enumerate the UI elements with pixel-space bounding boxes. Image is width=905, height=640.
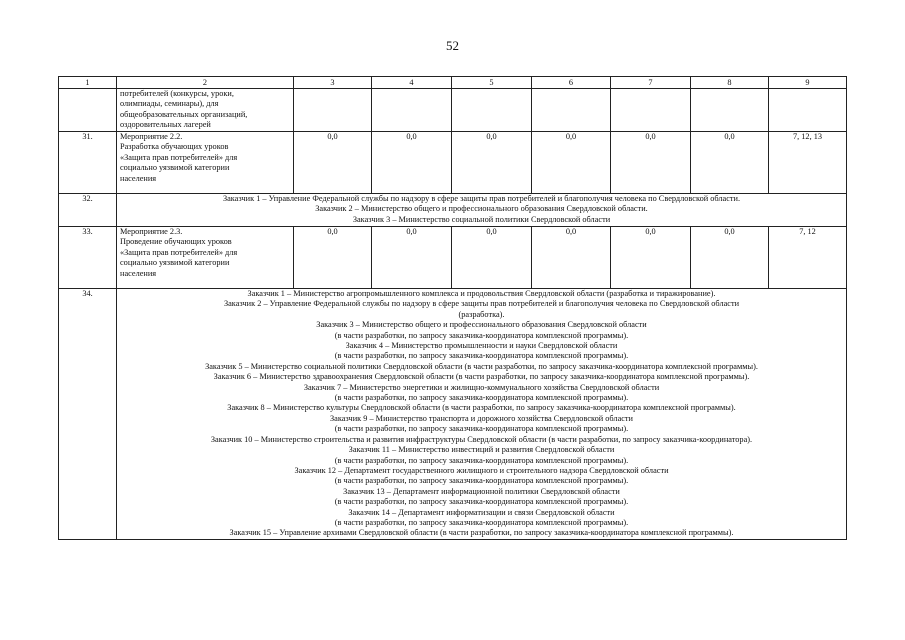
value-cell: 0,0 xyxy=(532,227,611,289)
description-line: «Защита прав потребителей» для xyxy=(120,152,238,162)
value-cell xyxy=(691,89,769,132)
header-cell-2: 2 xyxy=(117,77,294,89)
customer-line: Заказчик 4 – Министерство промышленности и науки Свердловской области xyxy=(345,341,618,351)
customer-line: Заказчик 13 – Департамент информационной политики Свердловской области xyxy=(343,486,620,496)
value-cell xyxy=(532,89,611,132)
customer-line: Заказчик 12 – Департамент государственного жилищного и строительного надзора Свердловской области xyxy=(294,465,669,475)
customer-line: Заказчик 5 – Министерство социальной политики Свердловской области (в части разработки, по запросу заказчика-координатора комплексной программы). xyxy=(205,361,758,371)
row-description xyxy=(117,132,294,194)
customer-line: Заказчик 7 – Министерство энергетики и жилищно-коммунального хозяйства Свердловской области xyxy=(303,382,660,392)
customer-line: Заказчик 11 – Министерство инвестиций и развития Свердловской области xyxy=(348,445,615,455)
customer-line: Заказчик 6 – Министерство здравоохранения Свердловской области (в части разработки, по запросу заказчика-координатора комплексной программы). xyxy=(213,372,750,382)
description-line: Разработка обучающих уроков xyxy=(120,142,229,152)
value-cell: 0,0 xyxy=(611,227,691,289)
customers-cell xyxy=(117,194,847,227)
table-row-33 xyxy=(59,227,847,289)
header-cell-7: 7 xyxy=(611,77,691,89)
value-cell: 7, 12 xyxy=(769,227,847,289)
value-cell xyxy=(372,89,452,132)
row-number xyxy=(59,89,117,132)
description-line: олимпиады, семинары), для xyxy=(120,99,219,109)
customer-line: Заказчик 3 – Министерство общего и профессионального образования Свердловской области xyxy=(316,320,647,330)
customer-line: Заказчик 1 – Управление Федеральной службы по надзору в сфере защиты прав потребителей и благополучия человека по Свердловской области. xyxy=(222,194,741,203)
description-line: общеобразовательных организаций, xyxy=(120,109,248,119)
page-number: 52 xyxy=(446,38,459,53)
customer-line: (в части разработки, по запросу заказчика-координатора комплексной программы). xyxy=(334,393,629,403)
description-line: Проведение обучающих уроков xyxy=(120,237,232,247)
customer-line: (в части разработки, по запросу заказчика-координатора комплексной программы). xyxy=(334,497,629,507)
customer-line: Заказчик 8 – Министерство культуры Свердловской области (в части разработки, по запросу заказчика-координатора комплексной программы). xyxy=(227,403,736,413)
header-cell-8: 8 xyxy=(691,77,769,89)
row-number: 34. xyxy=(59,289,117,540)
header-cell-6: 6 xyxy=(532,77,611,89)
header-cell-3: 3 xyxy=(294,77,372,89)
row-number: 31. xyxy=(59,132,117,194)
customer-line: Заказчик 3 – Министерство социальной политики Свердловской области xyxy=(352,214,611,224)
customer-line: (в части разработки, по запросу заказчика-координатора комплексной программы). xyxy=(334,424,629,434)
value-cell: 0,0 xyxy=(294,227,372,289)
description-line: оздоровительных лагерей xyxy=(120,120,211,130)
customer-line: Заказчик 10 – Министерство строительства и развития инфраструктуры Свердловской области (в части разработки, по запросу заказчика-координатора). xyxy=(210,434,753,444)
value-cell: 0,0 xyxy=(372,227,452,289)
value-cell: 0,0 xyxy=(691,227,769,289)
description-line: «Защита прав потребителей» для xyxy=(120,247,238,257)
program-table xyxy=(58,76,847,540)
table-row-34 xyxy=(59,289,847,540)
value-cell xyxy=(769,89,847,132)
header-cell-1: 1 xyxy=(59,77,117,89)
description-line: социально уязвимой категории xyxy=(120,258,230,268)
description-line: населения xyxy=(120,268,157,278)
customer-line: Заказчик 2 – Управление Федеральной службы по надзору в сфере защиты прав потребителей и благополучия человека по Свердловской области xyxy=(223,299,740,309)
value-cell: 7, 12, 13 xyxy=(769,132,847,194)
customer-line: Заказчик 14 – Департамент информатизации и связи Свердловской области xyxy=(348,507,615,517)
header-cell-4: 4 xyxy=(372,77,452,89)
value-cell: 0,0 xyxy=(691,132,769,194)
header-cell-5: 5 xyxy=(452,77,532,89)
row-description xyxy=(117,227,294,289)
customer-line: (в части разработки, по запросу заказчика-координатора комплексной программы). xyxy=(334,455,629,465)
description-line: населения xyxy=(120,173,157,183)
customer-line: Заказчик 2 – Министерство общего и профессионального образования Свердловской области. xyxy=(315,204,648,214)
table-row-31 xyxy=(59,132,847,194)
customer-line: (разработка). xyxy=(458,309,505,319)
description-line: Мероприятие 2.2. xyxy=(120,132,183,141)
value-cell xyxy=(611,89,691,132)
header-cell-9: 9 xyxy=(769,77,847,89)
description-line: потребителей (конкурсы, уроки, xyxy=(120,89,234,98)
customer-line: (в части разработки, по запросу заказчика-координатора комплексной программы). xyxy=(334,351,629,361)
value-cell: 0,0 xyxy=(452,227,532,289)
row-description xyxy=(117,89,294,132)
customer-line: Заказчик 1 – Министерство агропромышленного комплекса и продовольствия Свердловской области (разработка и тиражирование). xyxy=(247,289,716,298)
customers-cell xyxy=(117,289,847,540)
value-cell: 0,0 xyxy=(452,132,532,194)
table-row-continuation xyxy=(59,89,847,132)
customer-line: Заказчик 9 – Министерство транспорта и дорожного хозяйства Свердловской области xyxy=(329,413,634,423)
description-line: Мероприятие 2.3. xyxy=(120,227,183,236)
value-cell: 0,0 xyxy=(611,132,691,194)
value-cell xyxy=(294,89,372,132)
value-cell: 0,0 xyxy=(294,132,372,194)
customer-line: (в части разработки, по запросу заказчика-координатора комплексной программы). xyxy=(334,330,629,340)
customer-line: Заказчик 15 – Управление архивами Свердловской области (в части разработки, по запросу заказчика-координатора комплексной программы). xyxy=(229,528,734,538)
header-row xyxy=(59,77,847,89)
description-line: социально уязвимой категории xyxy=(120,163,230,173)
customer-line: (в части разработки, по запросу заказчика-координатора комплексной программы). xyxy=(334,476,629,486)
row-number: 32. xyxy=(59,194,117,227)
row-number: 33. xyxy=(59,227,117,289)
value-cell xyxy=(452,89,532,132)
table-row-32 xyxy=(59,194,847,227)
customer-line: (в части разработки, по запросу заказчика-координатора комплексной программы). xyxy=(334,517,629,527)
value-cell: 0,0 xyxy=(532,132,611,194)
value-cell: 0,0 xyxy=(372,132,452,194)
